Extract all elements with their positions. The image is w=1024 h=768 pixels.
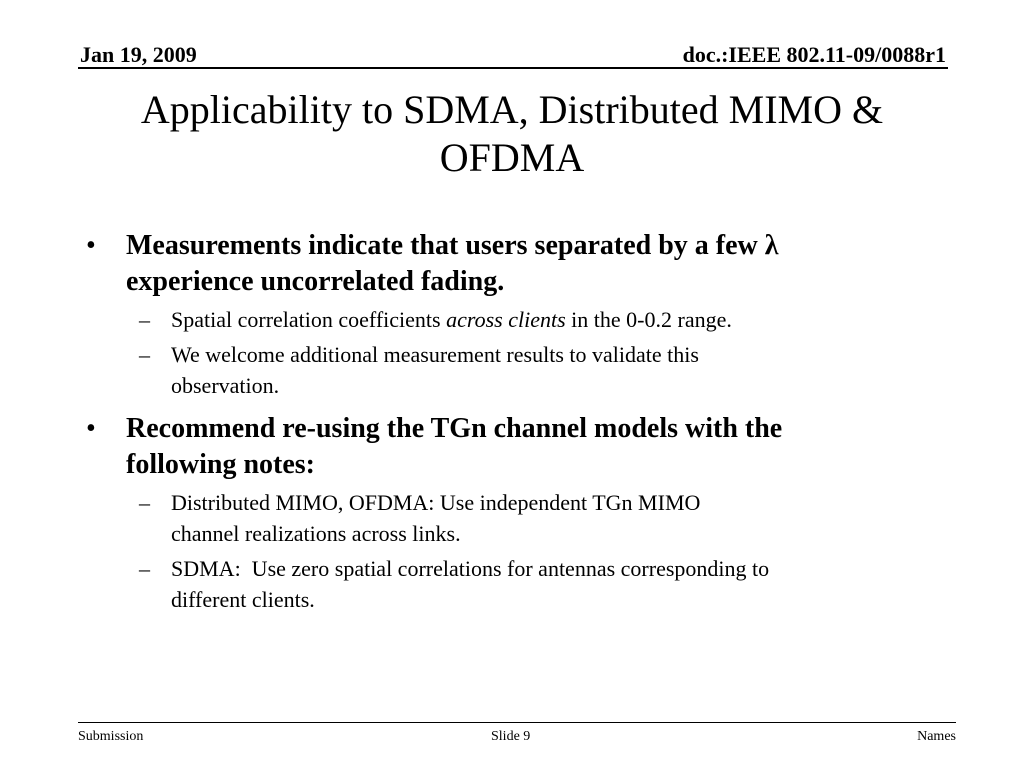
sub-bullet-marker: – xyxy=(139,490,150,515)
sub-bullet-sdma xyxy=(86,553,966,615)
emphasis-text: across clients xyxy=(446,307,566,332)
header-date: Jan 19, 2009 xyxy=(80,42,197,67)
slide-title-line-2: OFDMA xyxy=(439,135,585,180)
sub-bullet-text-line: Distributed MIMO, OFDMA: Use independent TGn MIMO xyxy=(171,490,701,515)
slide-title-line-1: Applicability to SDMA, Distributed MIMO & xyxy=(140,87,884,132)
header-divider xyxy=(78,67,948,69)
bullet-marker: • xyxy=(86,230,96,261)
footer-submission: Submission xyxy=(78,729,144,744)
sub-bullet-marker: – xyxy=(139,342,150,367)
bullet-text-line: Measurements indicate that users separated by a few λ xyxy=(126,230,779,261)
sub-bullet-text-line: SDMA: Use zero spatial correlations for antennas corresponding to xyxy=(171,556,770,581)
footer-slide-number: Slide 9 xyxy=(491,729,531,744)
sub-bullet-distributed-mimo xyxy=(86,487,966,549)
header-document-id: doc.:IEEE 802.11-09/0088r1 xyxy=(682,42,946,67)
sub-bullet-spatial-correlation xyxy=(86,304,966,335)
sub-bullet-text-line: channel realizations across links. xyxy=(171,521,461,546)
slide-body xyxy=(86,228,966,615)
sub-bullet-text-line: different clients. xyxy=(171,587,315,612)
bullet-text-line: following notes: xyxy=(126,449,315,480)
bullet-text-line: Recommend re-using the TGn channel models with the xyxy=(126,413,783,444)
sub-bullet-text-line: observation. xyxy=(171,373,280,398)
sub-bullet-marker: – xyxy=(139,556,150,581)
bullet-text-line: experience uncorrelated fading. xyxy=(126,266,505,297)
sub-bullet-text-line: Spatial correlation coefficients across clients in the 0-0.2 range. xyxy=(171,307,732,332)
slide-title xyxy=(60,86,964,182)
sub-bullet-text-line: We welcome additional measurement results to validate this xyxy=(171,342,699,367)
footer-divider xyxy=(78,722,956,723)
footer-author: Names xyxy=(917,729,956,744)
bullet-item-measurements xyxy=(86,228,966,300)
bullet-marker: • xyxy=(86,413,96,444)
sub-bullet-marker: – xyxy=(139,307,150,332)
bullet-item-recommend xyxy=(86,411,966,483)
sub-bullet-welcome-results xyxy=(86,339,966,401)
